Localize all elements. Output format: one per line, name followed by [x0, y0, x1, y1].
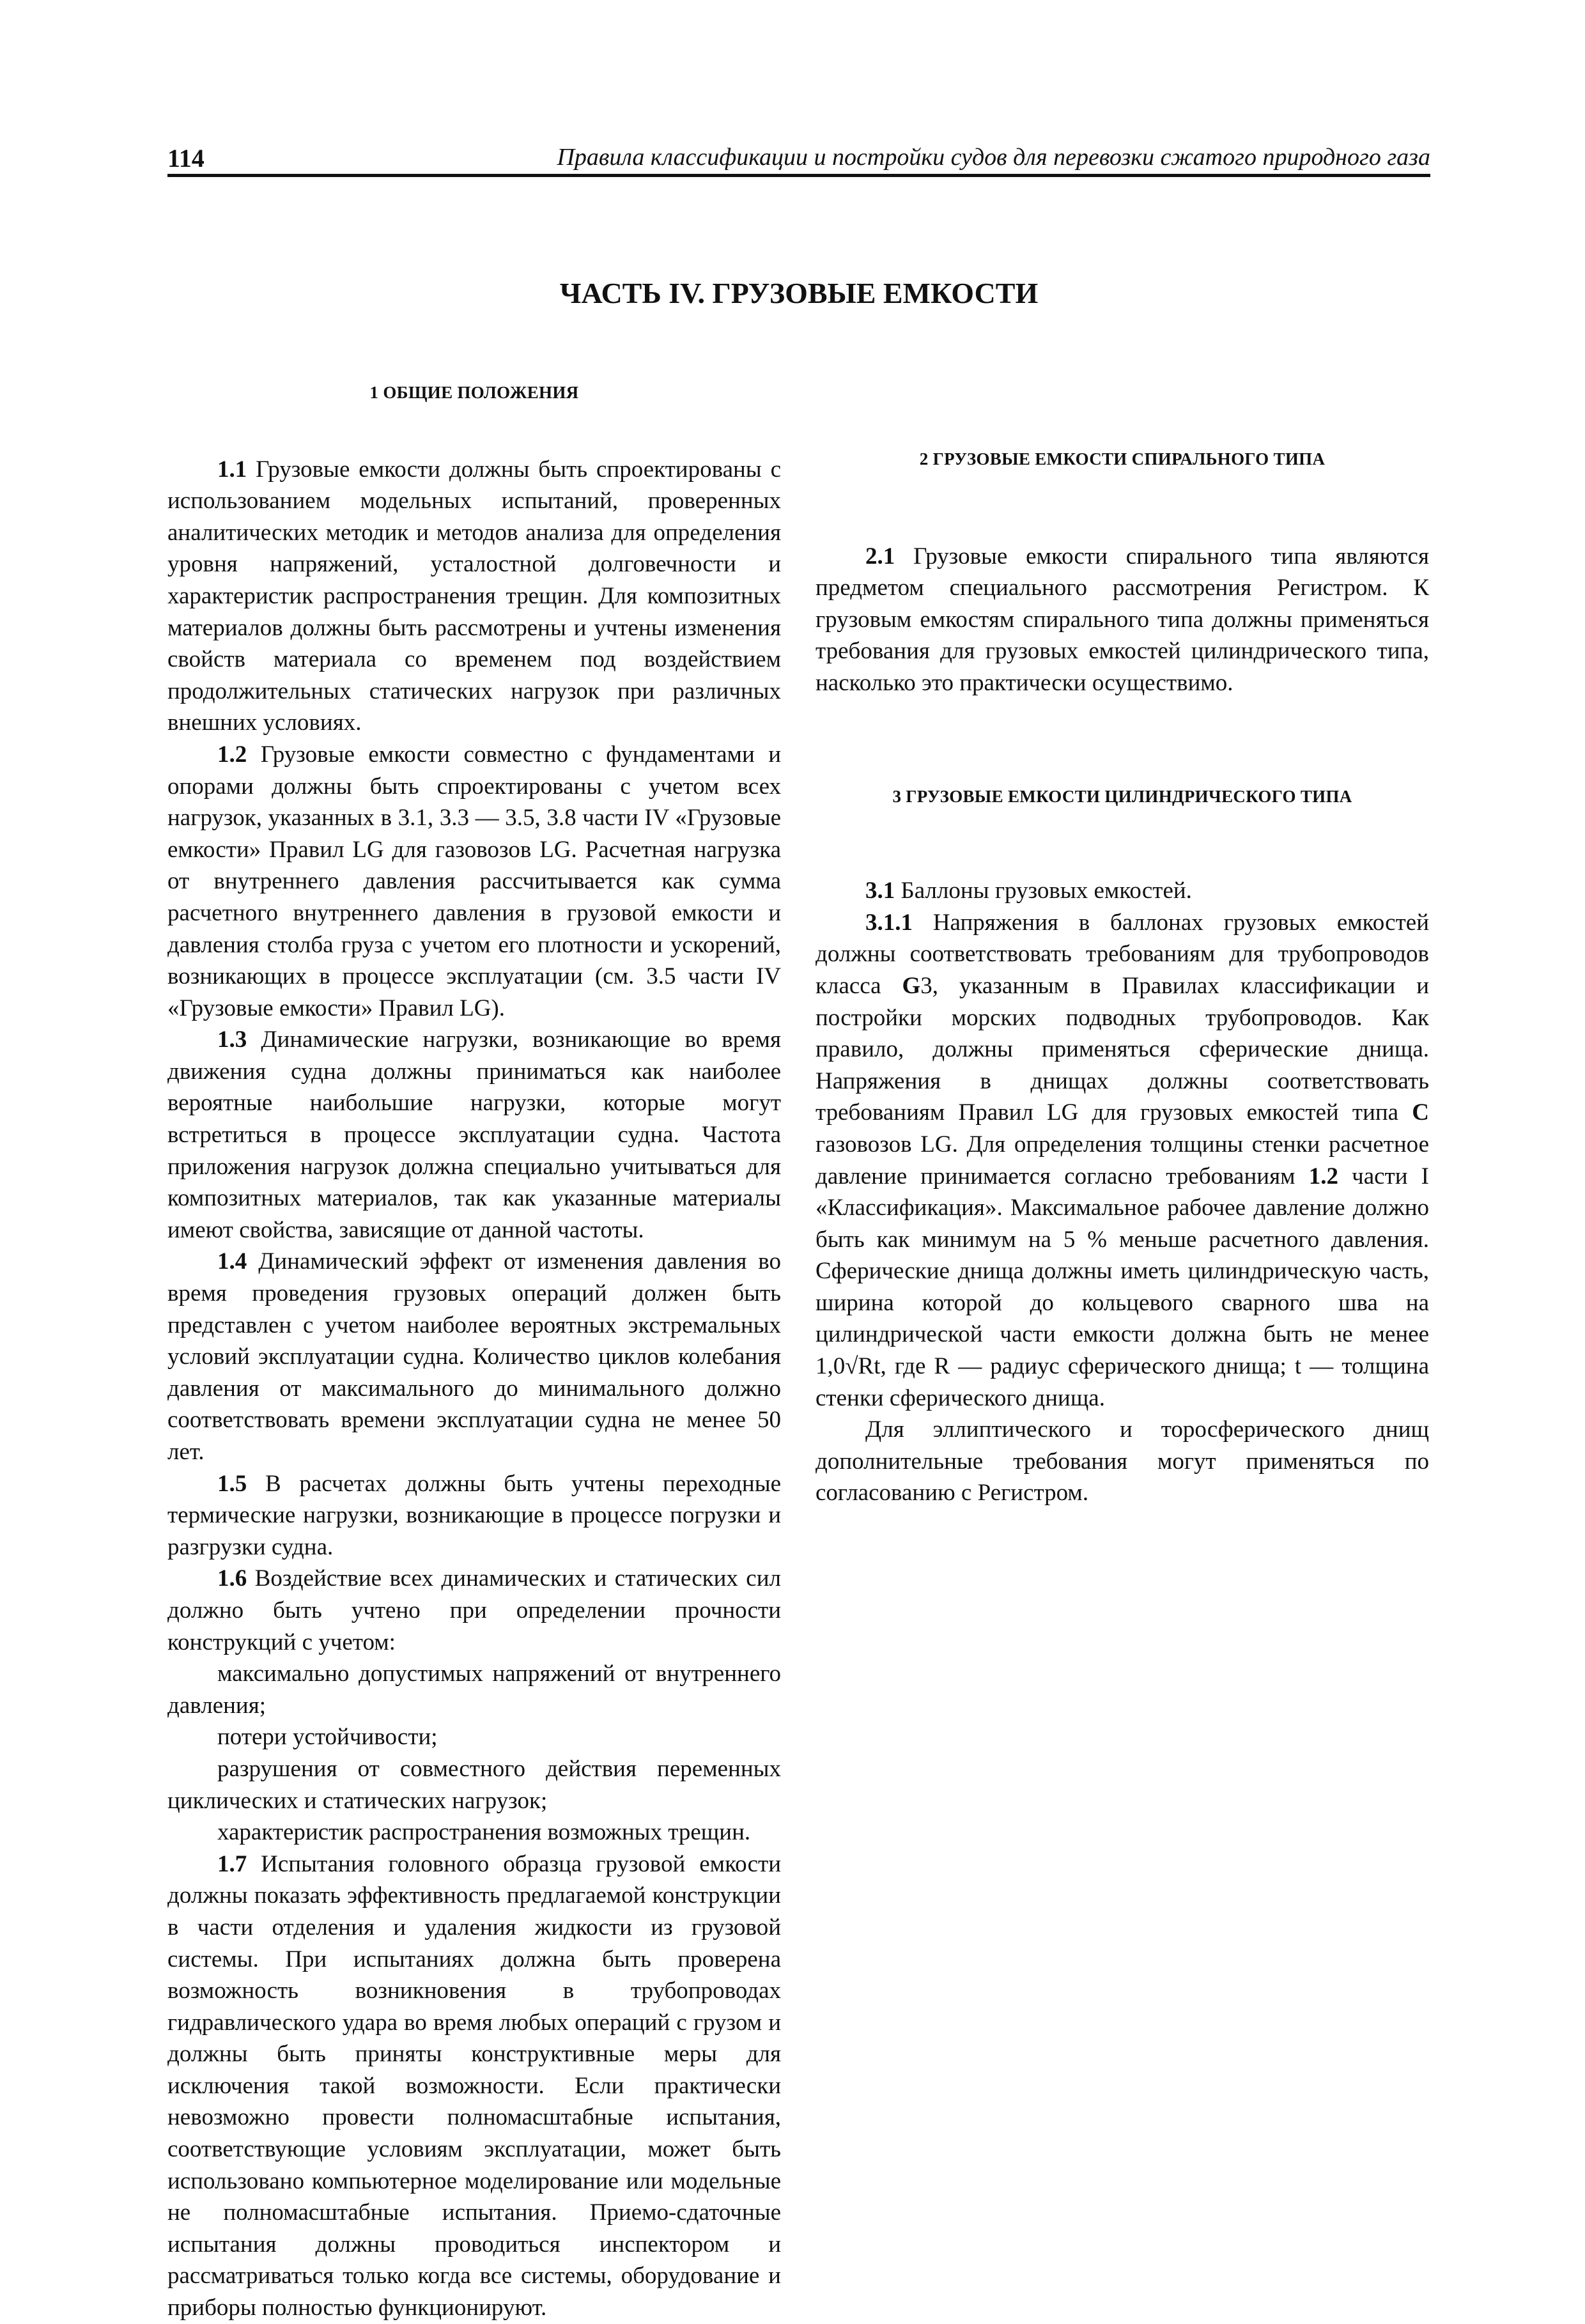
section-heading-3: 3 ГРУЗОВЫЕ ЕМКОСТИ ЦИЛИНДРИЧЕСКОГО ТИПА [892, 786, 1352, 806]
section-heading-1: 1 ОБЩИЕ ПОЛОЖЕНИЯ [369, 383, 579, 402]
paragraph-1-5 [167, 1468, 781, 1563]
list-item-2: потери устойчивости; [217, 1724, 438, 1751]
clause-reference: 1.2 [1308, 1163, 1338, 1189]
paragraph-text: В расчетах должны быть учтены переходные термические нагрузки, возникающие в процессе погрузки и разгрузки судна. [167, 1470, 781, 1560]
section-heading-2: 2 ГРУЗОВЫЕ ЕМКОСТИ СПИРАЛЬНОГО ТИПА [919, 449, 1326, 469]
paragraph-text: Грузовые емкости спирального типа являются предметом специального рассмотрения Регистром. К грузовым емкостям спирального типа должны применяться требования для грузовых емкостей цилиндрического типа, насколько это практически осуществимо. [816, 543, 1429, 696]
paragraph-text: Воздействие всех динамических и статических сил должно быть учтено при определении прочности конструкций с учетом: [167, 1565, 781, 1655]
list-item-3: разрушения от совместного действия переменных циклических и статических нагрузок; [167, 1755, 781, 1814]
running-header [167, 142, 1430, 177]
paragraph-1-4 [167, 1246, 781, 1468]
paragraph-1-7 [167, 1848, 781, 2324]
clause-number: 3.1.1 [865, 909, 913, 936]
clause-number: 3.1 [865, 878, 895, 904]
right-column [816, 377, 1429, 1509]
paragraph-3-1-1 [816, 907, 1429, 1414]
clause-number: 1.7 [217, 1850, 247, 1877]
paragraph-text: Напряжения в баллонах грузовых емкостей должны соответствовать требованиям для трубопроводов класса [816, 909, 1429, 999]
paragraph-text: газовозов LG. Для определения толщины стенки расчетное давление принимается согласно требованиям [816, 1131, 1429, 1189]
left-column [167, 377, 781, 2324]
paragraph-text: Грузовые емкости должны быть спроектированы с использованием модельных испытаний, проверенных аналитических методик и методов анализа для определения уровня напряжений, усталостной долговечности и характеристик распространения трещин. Для композитных материалов должны быть рассмотрены и учтены изменения свойств материала со временем под воздействием продолжительных статических нагрузок при различных внешних условиях. [167, 456, 781, 736]
paragraph-text: Динамический эффект от изменения давления во время проведения грузовых операций должен быть представлен с учетом наиболее вероятных экстремальных условий эксплуатации судна. Количество циклов колебания давления от максимального до минимального должно соответствовать времени эксплуатации судна не менее 50 лет. [167, 1248, 781, 1465]
paragraph-text: Грузовые емкости совместно с фундаментами и опорами должны быть спроектированы с учетом всех нагрузок, указанных в 3.1, 3.3 — 3.5, 3.8 части IV «Грузовые емкости» Правил LG для газовозов LG. Расчетная нагрузка от внутреннего давления рассчитывается как сумма расчетного внутреннего давления в грузовой емкости и давления столба груза с учетом его плотности и ускорений, возникающих в процессе эксплуатации (см. 3.5 части IV «Грузовые емкости» Правил LG). [167, 741, 781, 1021]
list-item-4: характеристик распространения возможных трещин. [217, 1819, 751, 1846]
paragraph-1-3 [167, 1024, 781, 1246]
paragraph-text: Баллоны грузовых емкостей. [895, 878, 1192, 904]
clause-number: 1.4 [217, 1248, 247, 1275]
paragraph-3-note: Для эллиптического и торосферического днищ дополнительные требования могут применяться по согласованию с Регистром. [816, 1416, 1429, 1507]
paragraph-text: 3, указанным в Правилах классификации и постройки морских подводных трубопроводов. Как правило, должны применяться сферические днища. Напряжения в днищах должны соответствовать требованиям Правил LG для грузовых емкостей типа [816, 972, 1429, 1126]
paragraph-1-1 [167, 454, 781, 739]
page-number: 114 [167, 144, 205, 173]
clause-number: 1.6 [217, 1565, 247, 1592]
clause-number: 1.2 [217, 741, 247, 768]
paragraph-text: Динамические нагрузки, возникающие во время движения судна должны приниматься как наиболее вероятные наибольшие нагрузки, которые могут встретиться в процессе эксплуатации судна. Частота приложения нагрузок должна специально учитываться для композитных материалов, так как указанные материалы имеют свойства, зависящие от данной частоты. [167, 1026, 781, 1243]
paragraph-1-6 [167, 1563, 781, 1658]
list-item-1: максимально допустимых напряжений от внутреннего давления; [167, 1661, 781, 1719]
paragraph-2-1 [816, 541, 1429, 699]
paragraph-text: части I «Классификация». Максимальное рабочее давление должно быть как минимум на 5 % меньше расчетного давления. Сферические днища должны иметь цилиндрическую часть, ширина которой до кольцевого сварного шва на цилиндрической части емкости должна быть не менее 1,0√Rt, где R — радиус сферического днища; t — толщина стенки сферического днища. [816, 1163, 1429, 1411]
clause-number: 1.1 [217, 456, 247, 483]
clause-number: 2.1 [865, 543, 895, 569]
clause-number: 1.3 [217, 1026, 247, 1053]
pipeline-class-letter: G [902, 972, 921, 999]
tank-type-letter: C [1412, 1099, 1429, 1126]
part-title: ЧАСТЬ IV. ГРУЗОВЫЕ ЕМКОСТИ [559, 277, 1039, 309]
paragraph-1-2 [167, 739, 781, 1024]
running-title: Правила классификации и постройки судов для перевозки сжатого природного газа [557, 144, 1430, 171]
clause-number: 1.5 [217, 1470, 247, 1497]
paragraph-text: Испытания головного образца грузовой емкости должны показать эффективность предлагаемой конструкции в части отделения и удаления жидкости из грузовой системы. При испытаниях должна быть проверена возможность возникновения в трубопроводах гидравлического удара во время любых операций с грузом и должны быть приняты конструктивные меры для исключения такой возможности. Если практически невозможно провести полномасштабные испытания, соответствующие условиям эксплуатации, может быть использовано компьютерное моделирование или модельные не полномасштабные испытания. Приемо-сдаточные испытания должны проводиться инспектором и рассматриваться только когда все системы, оборудование и приборы полностью функционируют. [167, 1850, 781, 2321]
paragraph-3-1 [816, 875, 1429, 907]
